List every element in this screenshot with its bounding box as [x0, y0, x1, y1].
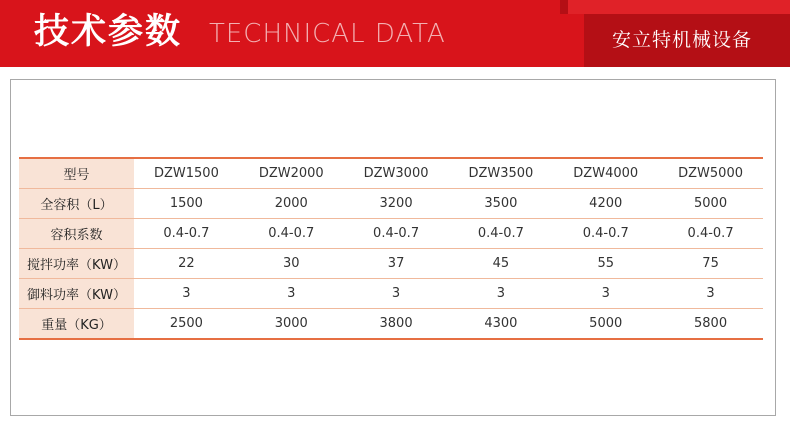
- row-label: 全容积（L）: [19, 189, 134, 219]
- value-cell: 5800: [658, 309, 763, 340]
- value-cell: 3: [344, 279, 449, 309]
- table-row: [19, 189, 763, 219]
- model-cell: DZW2000: [239, 158, 344, 189]
- header-banner: [0, 0, 790, 67]
- value-cell: 0.4-0.7: [553, 219, 658, 249]
- value-cell: 3800: [344, 309, 449, 340]
- value-cell: 1500: [134, 189, 239, 219]
- value-cell: 55: [553, 249, 658, 279]
- model-cell: DZW5000: [658, 158, 763, 189]
- table-row: [19, 249, 763, 279]
- value-cell: 3500: [448, 189, 553, 219]
- table-row: [19, 309, 763, 340]
- company-tab-highlight: [568, 0, 790, 14]
- table-row: [19, 219, 763, 249]
- value-cell: 0.4-0.7: [344, 219, 449, 249]
- table-header-row: [19, 158, 763, 189]
- value-cell: 75: [658, 249, 763, 279]
- company-name: 安立特机械设备: [612, 29, 753, 51]
- value-cell: 3: [658, 279, 763, 309]
- value-cell: 3000: [239, 309, 344, 340]
- page-title: 技术参数: [34, 12, 183, 52]
- model-cell: DZW3500: [448, 158, 553, 189]
- spec-table: [19, 157, 763, 340]
- value-cell: 3: [134, 279, 239, 309]
- value-cell: 37: [344, 249, 449, 279]
- value-cell: 22: [134, 249, 239, 279]
- value-cell: 5000: [553, 309, 658, 340]
- value-cell: 2500: [134, 309, 239, 340]
- value-cell: 0.4-0.7: [448, 219, 553, 249]
- value-cell: 0.4-0.7: [239, 219, 344, 249]
- value-cell: 3: [553, 279, 658, 309]
- table-row: [19, 279, 763, 309]
- value-cell: 3: [448, 279, 553, 309]
- value-cell: 2000: [239, 189, 344, 219]
- value-cell: 30: [239, 249, 344, 279]
- model-cell: DZW1500: [134, 158, 239, 189]
- value-cell: 3: [239, 279, 344, 309]
- row-label: 重量（KG）: [19, 309, 134, 340]
- value-cell: 4300: [448, 309, 553, 340]
- model-cell: DZW4000: [553, 158, 658, 189]
- value-cell: 3200: [344, 189, 449, 219]
- value-cell: 45: [448, 249, 553, 279]
- row-label: 型号: [19, 158, 134, 189]
- value-cell: 0.4-0.7: [134, 219, 239, 249]
- value-cell: 5000: [658, 189, 763, 219]
- row-label: 容积系数: [19, 219, 134, 249]
- value-cell: 4200: [553, 189, 658, 219]
- page-subtitle: TECHNICAL DATA: [209, 19, 446, 49]
- row-label: 搅拌功率（KW）: [19, 249, 134, 279]
- value-cell: 0.4-0.7: [658, 219, 763, 249]
- model-cell: DZW3000: [344, 158, 449, 189]
- row-label: 御料功率（KW）: [19, 279, 134, 309]
